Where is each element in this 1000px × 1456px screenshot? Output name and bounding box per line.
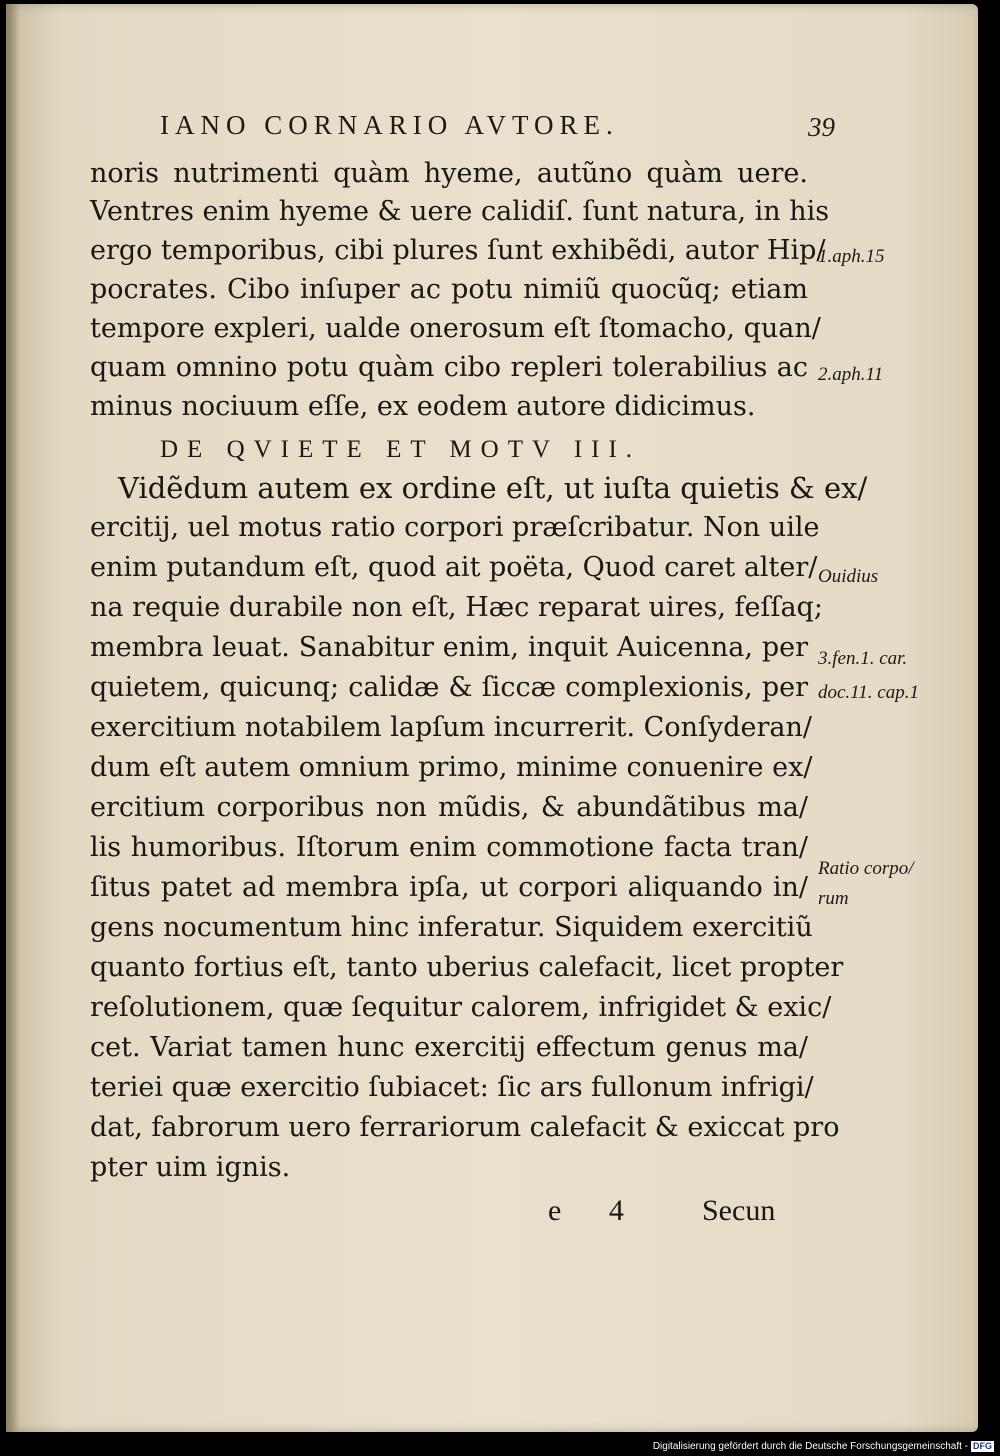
text-line: pter uim ignis.: [90, 1152, 291, 1183]
credit-text: Digitalisierung gefördert durch die Deutsche Forschungsgemeinschaft -: [652, 1441, 968, 1452]
text-line: reſolutionem, quæ ſequitur calorem, infrigidet & exic/: [90, 992, 832, 1023]
margin-note: rum: [818, 888, 849, 909]
catchword: Secun: [702, 1194, 776, 1227]
text-line: pocrates. Cibo inſuper ac potu nimiũ quocũq; etiam: [90, 274, 808, 305]
text-line: exercitium notabilem lapſum incurrerit. Conſyderan/: [90, 712, 812, 743]
text-line: dum eſt autem omnium primo, minime conuenire ex/: [90, 752, 813, 783]
digitization-credit: [653, 1441, 994, 1452]
margin-note: 1.aph.15: [818, 246, 885, 267]
folio-number: 39: [808, 112, 835, 142]
text-line: tempore expleri, ualde onerosum eſt ſtomacho, quan/: [90, 313, 821, 344]
text-line: quietem, quicunq; calidæ & ſiccæ complexionis, per: [90, 672, 808, 703]
margin-note: 3.fen.1. car.: [818, 648, 908, 669]
page-gutter-shadow: [6, 4, 20, 1432]
text-line: quam omnino potu quàm cibo repleri tolerabilius ac: [90, 352, 808, 383]
text-line: Vidẽdum autem ex ordine eſt, ut iuſta quietis & ex/: [118, 471, 868, 505]
section-heading: DE QVIETE ET MOTV III.: [160, 436, 642, 463]
text-line: ergo temporibus, cibi plures ſunt exhibẽdi, autor Hip/: [90, 235, 826, 266]
text-line: lis humoribus. Iſtorum enim commotione facta tran/: [90, 832, 808, 863]
margin-note: Ouidius: [818, 566, 879, 587]
text-line: noris nutrimenti quàm hyeme, autũno quàm uere.: [90, 158, 808, 189]
margin-note: Ratio corpo/: [818, 858, 914, 879]
text-line: ercitij, uel motus ratio corpori præſcribatur. Non uile: [90, 512, 820, 543]
text-line: dat, fabrorum uero ferrariorum calefacit & exiccat pro: [90, 1112, 840, 1143]
text-line: Ventres enim hyeme & uere calidiſ. ſunt natura, in his: [90, 196, 830, 227]
margin-note: doc.11. cap.1: [818, 682, 919, 703]
text-line: membra leuat. Sanabitur enim, inquit Auicenna, per: [90, 632, 808, 663]
dfg-logo: DFG: [973, 1441, 992, 1451]
text-line: quanto fortius eſt, tanto uberius calefacit, licet propter: [90, 952, 844, 983]
text-line: na requie durabile non eſt, Hæc reparat uires, feſſaq;: [90, 592, 823, 623]
text-line: ſitus patet ad membra ipſa, ut corpori aliquando in/: [90, 872, 808, 903]
text-line: minus nociuum eſſe, ex eodem autore didicimus.: [90, 391, 756, 422]
text-line: teriei quæ exercitio ſubiacet: ſic ars fullonum infrigi/: [90, 1072, 814, 1103]
text-line: enim putandum eſt, quod ait poëta, Quod caret alter/: [90, 552, 818, 583]
text-line: cet. Variat tamen hunc exercitij effectum genus ma/: [90, 1032, 808, 1063]
margin-note: 2.aph.11: [818, 364, 884, 385]
running-head: IANO CORNARIO AVTORE.: [160, 110, 619, 140]
text-line: ercitium corporibus non mũdis, & abundãtibus ma/: [90, 792, 808, 823]
signature-mark: e 4: [548, 1194, 644, 1227]
text-line: gens nocumentum hinc inferatur. Siquidem exercitiũ: [90, 912, 813, 943]
